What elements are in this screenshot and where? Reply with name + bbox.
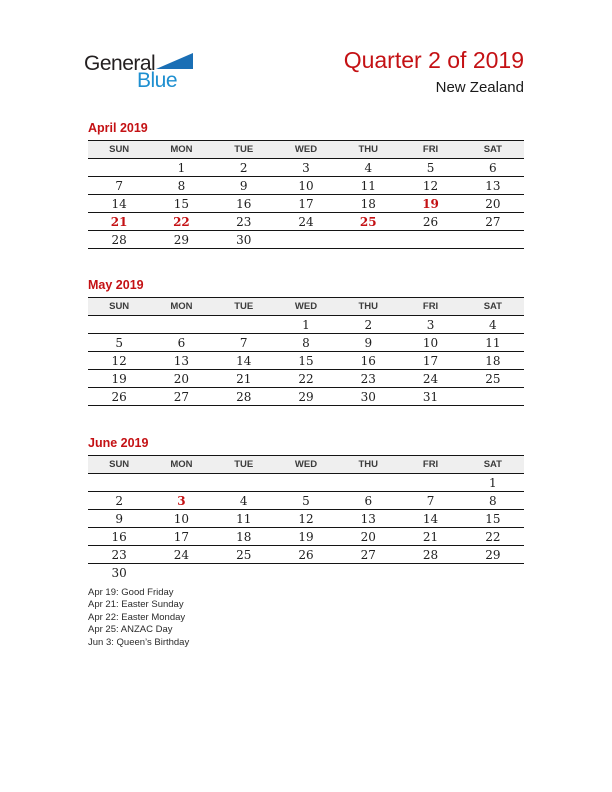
calendar-day: 6 [150, 334, 212, 352]
calendar-day: 19 [275, 528, 337, 546]
calendar-day: 8 [462, 492, 524, 510]
logo-text-general: General [84, 52, 156, 75]
calendar-day: 22 [462, 528, 524, 546]
holiday-entry: Jun 3: Queen’s Birthday [88, 636, 190, 648]
calendar-day: 24 [150, 546, 212, 564]
weekday-header: THU [337, 456, 399, 474]
calendar-day: 7 [399, 492, 461, 510]
calendar-day: 30 [111, 565, 127, 580]
calendar-day: 25 [337, 213, 399, 231]
calendar-day: 4 [213, 492, 275, 510]
calendar-day: 11 [337, 177, 399, 195]
calendar-day-empty [337, 564, 399, 582]
calendar-day: 19 [399, 195, 461, 213]
month-label: April 2019 [88, 121, 148, 135]
weekday-header-row [88, 141, 524, 159]
calendar-day: 9 [337, 334, 399, 352]
weekday-header: SAT [462, 456, 524, 474]
calendar-day: 12 [399, 177, 461, 195]
weekday-header: TUE [213, 456, 275, 474]
calendar-day-empty [399, 564, 461, 582]
calendar-day-empty [462, 388, 524, 406]
calendar-day: 25 [462, 370, 524, 388]
calendar-day: 13 [150, 352, 212, 370]
calendar-day: 30 [213, 231, 275, 249]
weekday-header: FRI [399, 141, 461, 159]
page-title: Quarter 2 of 2019 [343, 47, 524, 73]
calendar-week-row [88, 316, 524, 334]
calendar-day-empty [88, 316, 150, 334]
month-april-2019 [88, 120, 524, 249]
calendar-day: 1 [462, 474, 524, 492]
calendar-day: 4 [462, 316, 524, 334]
calendar-week-row [88, 334, 524, 352]
holiday-entry: Apr 19: Good Friday [88, 587, 174, 598]
calendar-day: 10 [275, 177, 337, 195]
calendar-day: 24 [399, 370, 461, 388]
calendar-week-row [88, 474, 524, 492]
calendar-day: 17 [150, 528, 212, 546]
calendar-day-empty [275, 231, 337, 249]
calendar-day: 3 [275, 159, 337, 177]
calendar-day: 18 [462, 352, 524, 370]
calendar-day: 7 [213, 334, 275, 352]
calendar-day-empty [275, 474, 337, 492]
calendar-day-empty [150, 316, 212, 334]
weekday-header: SUN [88, 141, 150, 159]
holiday-list [88, 587, 189, 649]
calendar-day-empty [88, 474, 150, 492]
calendar-day-empty [275, 564, 337, 582]
calendar-day: 31 [399, 388, 461, 406]
calendar-day: 7 [88, 177, 150, 195]
weekday-header: SUN [88, 298, 150, 316]
calendar-week-row [88, 492, 524, 510]
calendar-week-row [88, 546, 524, 564]
calendar-day: 5 [275, 492, 337, 510]
calendar-day: 16 [213, 195, 275, 213]
holiday-entry: Apr 22: Easter Monday [88, 611, 186, 623]
calendar-day: 15 [462, 510, 524, 528]
calendar-day: 9 [213, 177, 275, 195]
weekday-header: FRI [399, 298, 461, 316]
calendar-day-empty [150, 474, 212, 492]
weekday-header: SAT [462, 141, 524, 159]
calendar-day: 29 [150, 231, 212, 249]
weekday-header: WED [275, 141, 337, 159]
calendar-day: 20 [150, 370, 212, 388]
calendar-day: 11 [213, 510, 275, 528]
calendar-day: 28 [88, 231, 150, 249]
calendar-day: 14 [399, 510, 461, 528]
title-block [344, 48, 524, 96]
calendar-day: 3 [150, 492, 212, 510]
calendar-day: 8 [275, 334, 337, 352]
calendar-day: 2 [213, 159, 275, 177]
calendar-week-row [88, 159, 524, 177]
calendar-day: 23 [213, 213, 275, 231]
calendar-week-row [88, 195, 524, 213]
weekday-header: SAT [462, 298, 524, 316]
calendar-day-empty [213, 474, 275, 492]
holiday-entry: Apr 25: ANZAC Day [88, 624, 173, 636]
calendar-table [88, 297, 524, 406]
calendar-week-row [88, 231, 524, 249]
calendar-day: 30 [337, 388, 399, 406]
calendar-day: 29 [462, 546, 524, 564]
calendar-day: 10 [150, 510, 212, 528]
weekday-header: MON [150, 298, 212, 316]
weekday-header: MON [150, 141, 212, 159]
calendar-day: 12 [88, 352, 150, 370]
calendar-day: 12 [275, 510, 337, 528]
page-subtitle: New Zealand [435, 79, 524, 96]
calendar-day: 20 [337, 528, 399, 546]
calendar-day: 13 [337, 510, 399, 528]
weekday-header-row [88, 298, 524, 316]
calendar-day: 6 [337, 492, 399, 510]
calendar-day: 14 [88, 195, 150, 213]
general-blue-logo [84, 50, 214, 96]
calendar-day: 16 [88, 528, 150, 546]
calendar-day: 9 [88, 510, 150, 528]
calendar-week-row [88, 564, 524, 582]
calendar-day: 5 [399, 159, 461, 177]
weekday-header: THU [337, 298, 399, 316]
calendar-day: 5 [88, 334, 150, 352]
calendar-day: 15 [150, 195, 212, 213]
calendar-day: 26 [88, 388, 150, 406]
calendar-day: 4 [337, 159, 399, 177]
month-may-2019 [88, 277, 524, 406]
weekday-header: TUE [213, 141, 275, 159]
calendar-day: 25 [213, 546, 275, 564]
calendar-day: 22 [275, 370, 337, 388]
weekday-header: SUN [88, 456, 150, 474]
weekday-header: WED [275, 298, 337, 316]
calendar-week-row [88, 213, 524, 231]
calendar-day: 8 [150, 177, 212, 195]
calendar-week-row [88, 352, 524, 370]
calendar-day-empty [88, 159, 150, 177]
month-label: June 2019 [88, 436, 149, 450]
calendar-day: 27 [150, 388, 212, 406]
calendar-day: 19 [88, 370, 150, 388]
calendar-day: 14 [213, 352, 275, 370]
calendar-week-row [88, 370, 524, 388]
calendar-week-row [88, 388, 524, 406]
calendar-day: 2 [337, 316, 399, 334]
calendar-day-empty [462, 564, 524, 582]
weekday-header: THU [337, 141, 399, 159]
calendar-day: 1 [275, 316, 337, 334]
weekday-header: MON [150, 456, 212, 474]
calendar-day: 13 [462, 177, 524, 195]
calendar-day: 27 [337, 546, 399, 564]
calendar-day: 1 [150, 159, 212, 177]
calendar-day: 20 [462, 195, 524, 213]
calendar-day: 21 [88, 213, 150, 231]
calendar-day-empty [399, 231, 461, 249]
calendar-day: 17 [275, 195, 337, 213]
calendar-day-empty [399, 474, 461, 492]
calendar-day: 26 [275, 546, 337, 564]
calendar-table [88, 455, 524, 581]
calendar-week-row [88, 177, 524, 195]
calendar-day: 10 [399, 334, 461, 352]
weekday-header: TUE [213, 298, 275, 316]
calendar-day: 6 [462, 159, 524, 177]
calendar-week-row [88, 510, 524, 528]
calendar-day: 24 [275, 213, 337, 231]
calendar-day-empty [462, 231, 524, 249]
calendar-day: 2 [88, 492, 150, 510]
calendar-day-empty [337, 231, 399, 249]
logo-triangle-icon [156, 53, 193, 69]
calendar-day: 17 [399, 352, 461, 370]
calendar-table [88, 140, 524, 249]
calendar-day: 18 [213, 528, 275, 546]
weekday-header: WED [275, 456, 337, 474]
calendar-day: 26 [399, 213, 461, 231]
calendar-week-row [88, 528, 524, 546]
month-june-2019 [88, 435, 524, 581]
month-label: May 2019 [88, 278, 144, 292]
calendar-day-empty [337, 474, 399, 492]
holiday-entry: Apr 21: Easter Sunday [88, 599, 184, 611]
calendar-day: 27 [462, 213, 524, 231]
calendar-day: 21 [399, 528, 461, 546]
logo-text-blue: Blue [137, 69, 178, 92]
calendar-day: 3 [399, 316, 461, 334]
calendar-day-empty [213, 564, 275, 582]
calendar-day: 11 [462, 334, 524, 352]
calendar-day: 23 [337, 370, 399, 388]
calendar-day: 18 [337, 195, 399, 213]
calendar-day: 28 [399, 546, 461, 564]
calendar-day: 21 [213, 370, 275, 388]
weekday-header-row [88, 456, 524, 474]
calendar-day: 28 [213, 388, 275, 406]
weekday-header: FRI [399, 456, 461, 474]
calendar-day-empty [150, 564, 212, 582]
calendar-day: 16 [337, 352, 399, 370]
calendar-day: 22 [150, 213, 212, 231]
calendar-day-empty [213, 316, 275, 334]
calendar-day: 29 [275, 388, 337, 406]
calendar-day: 15 [275, 352, 337, 370]
calendar-day: 23 [88, 546, 150, 564]
